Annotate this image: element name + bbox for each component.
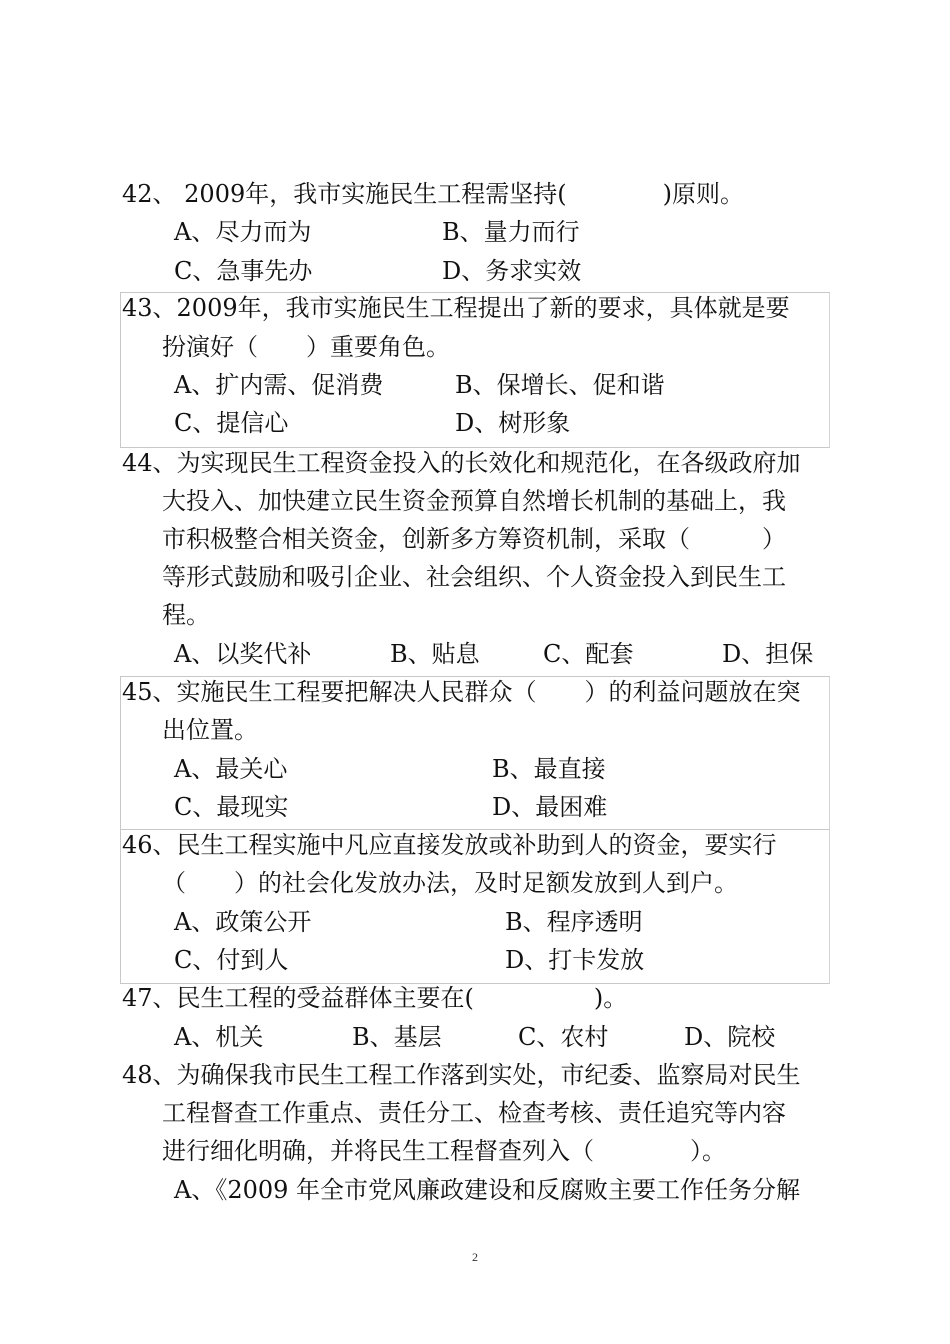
question-45-option-d: D、最困难 <box>492 793 608 821</box>
question-44-stem-line-1: 44、为实现民生工程资金投入的长效化和规范化，在各级政府加 <box>122 449 801 477</box>
question-47-option-c: C、农村 <box>518 1023 609 1051</box>
question-46-option-b: B、程序透明 <box>505 908 643 936</box>
question-44-stem-line-3: 市积极整合相关资金，创新多方筹资机制，采取（ ） <box>162 525 786 553</box>
question-45-stem-line-2: 出位置。 <box>162 716 258 744</box>
question-46-option-a: A、政策公开 <box>174 908 312 936</box>
question-44-stem-line-4: 等形式鼓励和吸引企业、社会组织、个人资金投入到民生工 <box>162 563 786 591</box>
question-43-option-b: B、保增长、促和谐 <box>455 371 665 399</box>
question-47-option-b: B、基层 <box>352 1023 442 1051</box>
question-46-option-d: D、打卡发放 <box>505 946 645 974</box>
question-43-option-d: D、树形象 <box>455 409 571 437</box>
question-45-stem-line-1: 45、实施民生工程要把解决人民群众（ ）的利益问题放在突 <box>122 678 801 706</box>
question-43-option-c: C、提信心 <box>174 409 289 437</box>
question-42-option-b: B、量力而行 <box>442 218 580 246</box>
question-47-option-d: D、院校 <box>684 1023 776 1051</box>
question-46-stem-line-1: 46、民生工程实施中凡应直接发放或补助到人的资金，要实行 <box>122 831 777 859</box>
question-46-option-c: C、付到人 <box>174 946 289 974</box>
question-45-option-a: A、最关心 <box>174 755 288 783</box>
question-43-option-a: A、扩内需、促消费 <box>174 371 384 399</box>
question-44-option-d: D、担保 <box>722 640 814 668</box>
question-44-option-a: A、以奖代补 <box>174 640 312 668</box>
question-47-option-a: A、机关 <box>174 1023 264 1051</box>
question-42-option-c: C、急事先办 <box>174 257 313 285</box>
question-48-stem-line-2: 工程督查工作重点、责任分工、检查考核、责任追究等内容 <box>162 1099 786 1127</box>
question-45-option-b: B、最直接 <box>492 755 606 783</box>
question-44-stem-line-5: 程。 <box>162 601 210 629</box>
question-48-option-a: A、《2009 年全市党风廉政建设和反腐败主要工作任务分解 <box>174 1176 801 1204</box>
question-42-option-d: D、务求实效 <box>442 257 582 285</box>
question-43-stem-line-1: 43、2009年，我市实施民生工程提出了新的要求，具体就是要 <box>122 294 790 322</box>
question-43-stem-line-2: 扮演好（ ）重要角色。 <box>162 333 450 361</box>
question-48-stem-line-3: 进行细化明确，并将民生工程督查列入（ ）。 <box>162 1137 726 1165</box>
question-42-option-a: A、尽力而为 <box>174 218 312 246</box>
question-45-option-c: C、最现实 <box>174 793 289 821</box>
question-46-stem-line-2: （ ）的社会化发放办法，及时足额发放到人到户。 <box>162 869 738 897</box>
question-42-stem: 42、 2009年，我市实施民生工程需坚持( )原则。 <box>122 180 744 208</box>
question-48-stem-line-1: 48、为确保我市民生工程工作落到实处，市纪委、监察局对民生 <box>122 1061 801 1089</box>
question-44-option-b: B、贴息 <box>390 640 480 668</box>
question-47-stem: 47、民生工程的受益群体主要在( )。 <box>122 984 628 1012</box>
question-44-stem-line-2: 大投入、加快建立民生资金预算自然增长机制的基础上，我 <box>162 487 786 515</box>
page-number: 2 <box>472 1250 478 1264</box>
question-44-option-c: C、配套 <box>543 640 634 668</box>
